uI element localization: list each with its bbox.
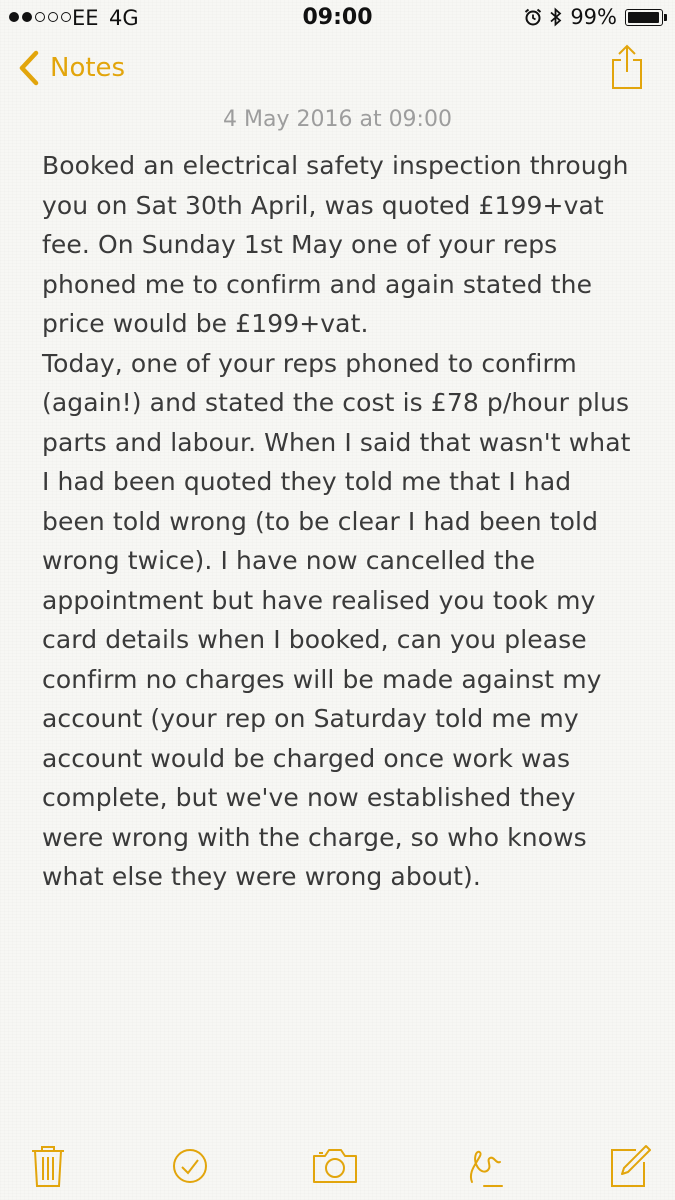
share-icon[interactable]: [609, 44, 645, 90]
status-bar: [0, 0, 675, 36]
nav-bar: [0, 36, 675, 106]
bluetooth-icon: [550, 7, 562, 27]
status-time: 09:00: [302, 5, 373, 30]
network-type: 4G: [109, 6, 139, 30]
trash-icon[interactable]: [24, 1142, 72, 1190]
battery-icon: [625, 9, 663, 26]
camera-icon[interactable]: [311, 1142, 359, 1190]
checklist-icon[interactable]: [166, 1142, 214, 1190]
compose-icon[interactable]: [606, 1142, 654, 1190]
alarm-icon: [524, 8, 542, 26]
battery-percentage: 99%: [570, 5, 617, 29]
bottom-toolbar: [0, 1130, 675, 1200]
back-button-label: Notes: [50, 53, 126, 83]
back-button[interactable]: [18, 50, 125, 86]
sketch-icon[interactable]: [462, 1142, 510, 1190]
note-body-text[interactable]: Booked an electrical safety inspection through you on Sat 30th April, was quoted £199+vat fee. On Sunday 1st May one of your reps phoned me to confirm and again stated the price would be £199+vat. Today, one of your reps phoned to confirm (again!) and stated the cost is £78 p/hour plus parts and labour. When I said that wasn't what I had been quoted they told me that I had been told wrong (to be clear I had been told wrong twice). I have now cancelled the appointment but have realised you took my card details when I booked, can you please confirm no charges will be made against my account (your rep on Saturday told me my account would be charged once work was complete, but we've now established they were wrong with the charge, so who knows what else they were wrong about).: [42, 151, 631, 891]
carrier-name: EE: [72, 6, 99, 30]
chevron-left-icon: [18, 50, 40, 86]
note-date: 4 May 2016 at 09:00: [223, 107, 452, 132]
